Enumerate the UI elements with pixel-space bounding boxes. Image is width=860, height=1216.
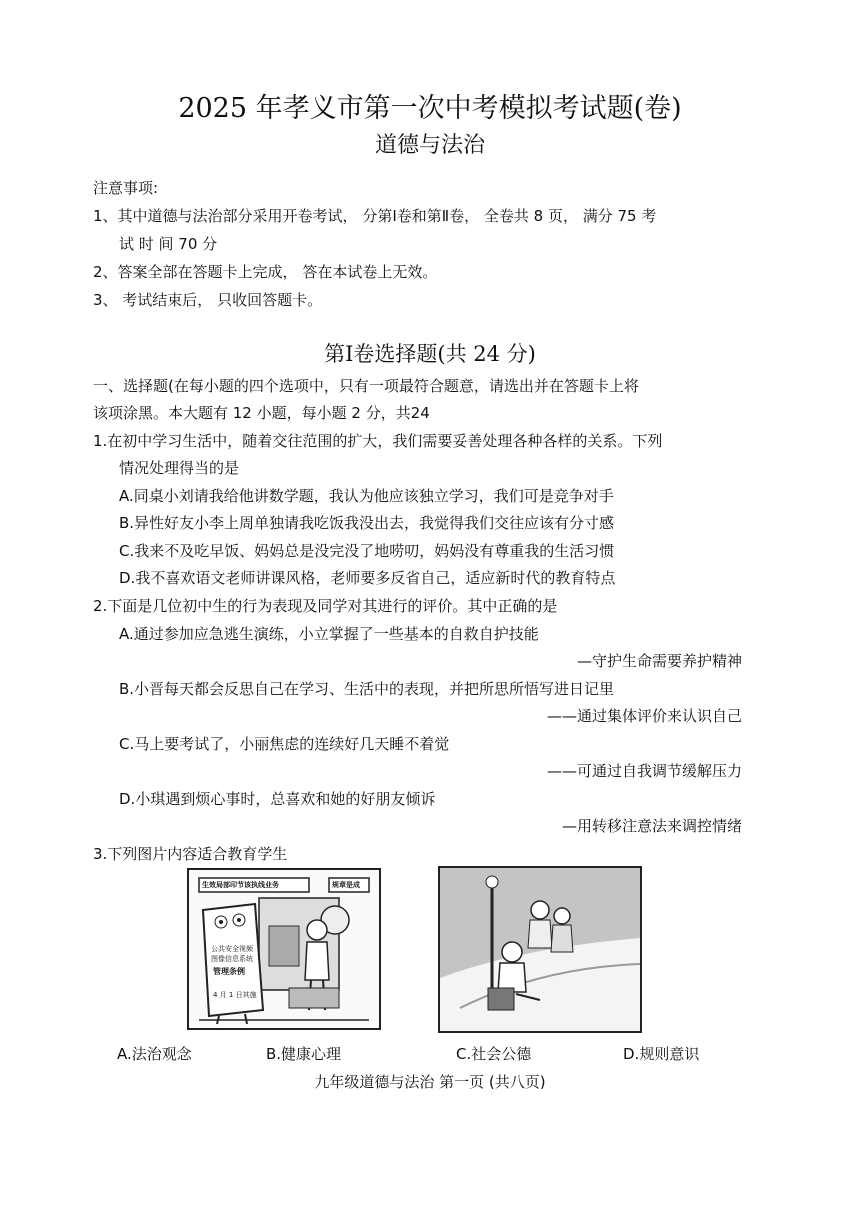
question-1-option-d: D.我不喜欢语文老师讲课风格，老师要多反省自己，适应新时代的教育特点	[119, 569, 616, 587]
question-3-option-c: C.社会公德	[456, 1045, 532, 1063]
section-title: 第Ⅰ卷选择题(共 24 分)	[324, 342, 536, 366]
cartoon-doc-date: 4 月 1 日其施	[213, 991, 257, 999]
question-1-option-a: A.同桌小刘请我给他讲数学题，我认为他应该独立学习，我们可是竞争对手	[119, 487, 614, 505]
cartoon-regulation	[187, 868, 381, 1030]
cartoon-snow-scene-drawing	[440, 868, 640, 1031]
question-2-option-c: C.马上要考试了，小丽焦虑的连续好几天睡不着觉	[119, 735, 450, 753]
question-2-comment-d: —用转移注意法来调控情绪	[561, 817, 742, 835]
question-2-stem: 2.下面是几位初中生的行为表现及同学对其进行的评价。其中正确的是	[93, 597, 558, 615]
cartoon-banner-left: 生效局部印节该执线业务	[202, 881, 279, 889]
notes-item: 3、 考试结束后， 只收回答题卡。	[93, 291, 323, 309]
page-footer: 九年级道德与法治 第一页 (共八页)	[314, 1073, 546, 1091]
question-1-option-b: B.异性好友小李上周单独请我吃饭我没出去，我觉得我们交往应该有分寸感	[119, 514, 615, 532]
section-instruction: 一、选择题(在每小题的四个选项中，只有一项最符合题意，请选出并在答题卡上将	[93, 377, 639, 395]
question-2-comment-b: ——通过集体评价来认识自己	[546, 707, 742, 725]
question-1-option-c: C.我来不及吃早饭、妈妈总是没完没了地唠叨，妈妈没有尊重我的生活习惯	[119, 542, 615, 560]
exam-title: 2025 年孝义市第一次中考模拟考试题(卷)	[178, 93, 682, 124]
notes-heading: 注意事项:	[93, 179, 159, 197]
question-2-comment-a: —守护生命需要养护精神	[576, 652, 742, 670]
cartoon-snow-scene	[438, 866, 642, 1033]
cartoon-doc-line: 公共安全视频	[211, 945, 253, 953]
notes-item: 2、答案全部在答题卡上完成， 答在本试卷上无效。	[93, 263, 438, 281]
question-3-option-b: B.健康心理	[266, 1045, 342, 1063]
cartoon-doc-title: 管理条例	[213, 967, 245, 976]
question-3-option-a: A.法治观念	[117, 1045, 192, 1063]
question-2-option-b: B.小晋每天都会反思自己在学习、生活中的表现，并把所思所悟写进日记里	[119, 680, 615, 698]
question-2-option-a: A.通过参加应急逃生演练，小立掌握了一些基本的自救自护技能	[119, 625, 539, 643]
cartoon-doc-line: 图像信息系统	[211, 955, 253, 963]
exam-subject: 道德与法治	[374, 133, 485, 158]
question-2-comment-c: ——可通过自我调节缓解压力	[546, 762, 742, 780]
notes-item: 1、其中道德与法治部分采用开卷考试， 分第Ⅰ卷和第Ⅱ卷， 全卷共 8 页， 满分 75 考	[93, 207, 657, 225]
question-3-option-d: D.规则意识	[623, 1045, 700, 1063]
question-3-stem: 3.下列图片内容适合教育学生	[93, 845, 288, 863]
cartoon-banner-right: 规章是成	[332, 881, 360, 889]
section-instruction: 该项涂黑。本大题有 12 小题，每小题 2 分，共24	[93, 404, 430, 422]
question-2-option-d: D.小琪遇到烦心事时，总喜欢和她的好朋友倾诉	[119, 790, 436, 808]
notes-item: 试 时 间 70 分	[119, 235, 218, 253]
question-1-stem: 1.在初中学习生活中，随着交往范围的扩大，我们需要妥善处理各种各样的关系。下列	[93, 432, 663, 450]
question-1-stem: 情况处理得当的是	[119, 459, 240, 477]
